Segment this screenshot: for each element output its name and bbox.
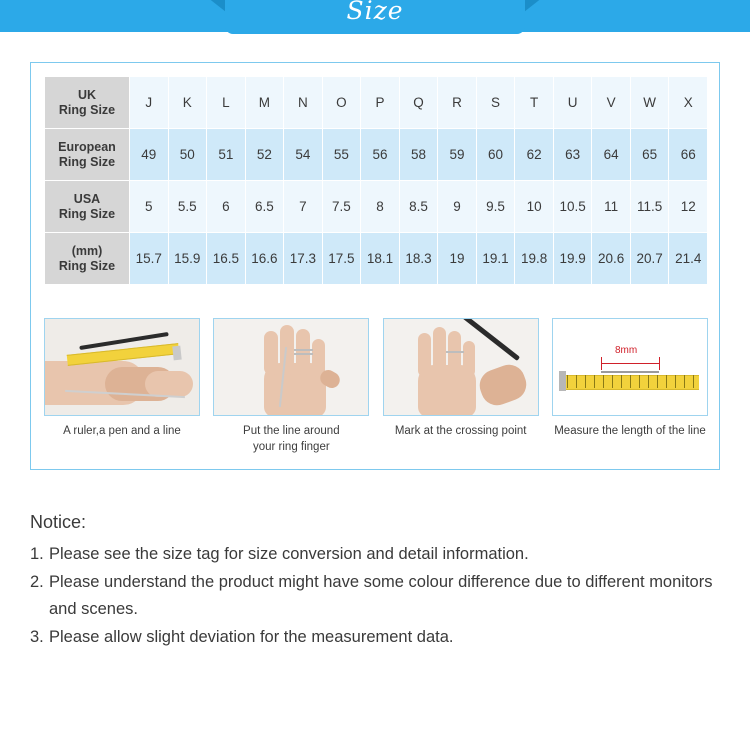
cell-usa-13: 11.5 xyxy=(630,181,669,233)
notice-item-number: 1. xyxy=(30,545,44,563)
step-2-caption-line2: your ring finger xyxy=(252,441,330,453)
cell-mm-3: 16.6 xyxy=(245,233,284,285)
cell-eu-3: 52 xyxy=(245,129,284,181)
row-header-uk xyxy=(45,77,130,129)
cell-usa-10: 10 xyxy=(515,181,554,233)
cell-mm-14: 21.4 xyxy=(669,233,708,285)
cell-eu-14: 66 xyxy=(669,129,708,181)
step-4-caption: Measure the length of the line xyxy=(554,425,706,437)
step-2 xyxy=(213,318,369,455)
cell-uk-0: J xyxy=(130,77,169,129)
mark-crossing-point-photo xyxy=(383,318,539,416)
cell-usa-11: 10.5 xyxy=(553,181,592,233)
cell-eu-7: 58 xyxy=(399,129,438,181)
notice-item-text: Please see the size tag for size conversion and detail information. xyxy=(49,545,529,563)
cell-usa-5: 7.5 xyxy=(322,181,361,233)
cell-mm-7: 18.3 xyxy=(399,233,438,285)
page-title: Size xyxy=(346,0,404,25)
cell-uk-12: V xyxy=(592,77,631,129)
cell-uk-10: T xyxy=(515,77,554,129)
cell-usa-0: 5 xyxy=(130,181,169,233)
cell-usa-3: 6.5 xyxy=(245,181,284,233)
table-row xyxy=(45,129,708,181)
cell-eu-10: 62 xyxy=(515,129,554,181)
cell-eu-12: 64 xyxy=(592,129,631,181)
cell-usa-8: 9 xyxy=(438,181,477,233)
cell-eu-5: 55 xyxy=(322,129,361,181)
notice-item-number: 2. xyxy=(30,573,44,591)
cell-usa-9: 9.5 xyxy=(476,181,515,233)
cell-eu-6: 56 xyxy=(361,129,400,181)
row-header-line1: USA xyxy=(73,191,101,206)
row-header-line1: (mm) xyxy=(71,243,103,258)
ruler-pen-line-photo xyxy=(44,318,200,416)
cell-usa-6: 8 xyxy=(361,181,400,233)
cell-eu-8: 59 xyxy=(438,129,477,181)
step-1-caption: A ruler,a pen and a line xyxy=(63,425,181,437)
cell-uk-8: R xyxy=(438,77,477,129)
cell-mm-9: 19.1 xyxy=(476,233,515,285)
page-banner xyxy=(0,0,750,38)
cell-mm-13: 20.7 xyxy=(630,233,669,285)
cell-mm-0: 15.7 xyxy=(130,233,169,285)
cell-eu-9: 60 xyxy=(476,129,515,181)
notice-item xyxy=(30,624,730,651)
cell-usa-14: 12 xyxy=(669,181,708,233)
cell-mm-2: 16.5 xyxy=(207,233,246,285)
cell-usa-7: 8.5 xyxy=(399,181,438,233)
cell-uk-5: O xyxy=(322,77,361,129)
cell-usa-12: 11 xyxy=(592,181,631,233)
row-header-line2: Ring Size xyxy=(58,154,116,169)
cell-uk-3: M xyxy=(245,77,284,129)
row-header-line2: Ring Size xyxy=(58,206,116,221)
cell-mm-6: 18.1 xyxy=(361,233,400,285)
notice-item xyxy=(30,541,730,568)
row-header-line2: Ring Size xyxy=(58,258,116,273)
step-4 xyxy=(552,318,708,455)
cell-mm-11: 19.9 xyxy=(553,233,592,285)
measure-steps xyxy=(44,318,708,455)
notice-item-text: Please allow slight deviation for the measurement data. xyxy=(49,628,454,646)
cell-eu-4: 54 xyxy=(284,129,323,181)
cell-eu-2: 51 xyxy=(207,129,246,181)
step-2-caption xyxy=(213,423,369,455)
step-1 xyxy=(44,318,200,455)
cell-uk-7: Q xyxy=(399,77,438,129)
row-header-european xyxy=(45,129,130,181)
measure-label: 8mm xyxy=(614,345,638,356)
cell-eu-1: 50 xyxy=(168,129,207,181)
step-3-caption: Mark at the crossing point xyxy=(394,425,527,437)
measure-line-photo xyxy=(552,318,708,416)
notice-item-text: Please understand the product might have some colour difference due to different monitors and scenes. xyxy=(49,573,713,618)
cell-usa-4: 7 xyxy=(284,181,323,233)
ring-size-table xyxy=(44,76,708,285)
cell-uk-11: U xyxy=(553,77,592,129)
cell-uk-2: L xyxy=(207,77,246,129)
notice-item-number: 3. xyxy=(30,628,44,646)
size-guide-card xyxy=(30,62,720,470)
cell-uk-6: P xyxy=(361,77,400,129)
notice-item xyxy=(30,569,730,623)
notice-section xyxy=(30,512,730,652)
row-header-line1: UK xyxy=(77,87,97,102)
cell-usa-1: 5.5 xyxy=(168,181,207,233)
row-header-line2: Ring Size xyxy=(58,102,116,117)
row-header-usa xyxy=(45,181,130,233)
table-row xyxy=(45,233,708,285)
cell-mm-8: 19 xyxy=(438,233,477,285)
step-2-caption-line1: Put the line around xyxy=(243,425,340,437)
cell-uk-4: N xyxy=(284,77,323,129)
notice-title: Notice: xyxy=(30,512,87,532)
table-row xyxy=(45,181,708,233)
cell-eu-0: 49 xyxy=(130,129,169,181)
cell-eu-13: 65 xyxy=(630,129,669,181)
row-header-line1: European xyxy=(58,139,116,154)
cell-usa-2: 6 xyxy=(207,181,246,233)
step-3 xyxy=(383,318,539,455)
table-row xyxy=(45,77,708,129)
cell-mm-4: 17.3 xyxy=(284,233,323,285)
cell-mm-12: 20.6 xyxy=(592,233,631,285)
cell-uk-14: X xyxy=(669,77,708,129)
row-header-mm xyxy=(45,233,130,285)
line-around-finger-photo xyxy=(213,318,369,416)
cell-mm-10: 19.8 xyxy=(515,233,554,285)
cell-mm-1: 15.9 xyxy=(168,233,207,285)
cell-uk-9: S xyxy=(476,77,515,129)
cell-eu-11: 63 xyxy=(553,129,592,181)
cell-uk-1: K xyxy=(168,77,207,129)
cell-mm-5: 17.5 xyxy=(322,233,361,285)
cell-uk-13: W xyxy=(630,77,669,129)
